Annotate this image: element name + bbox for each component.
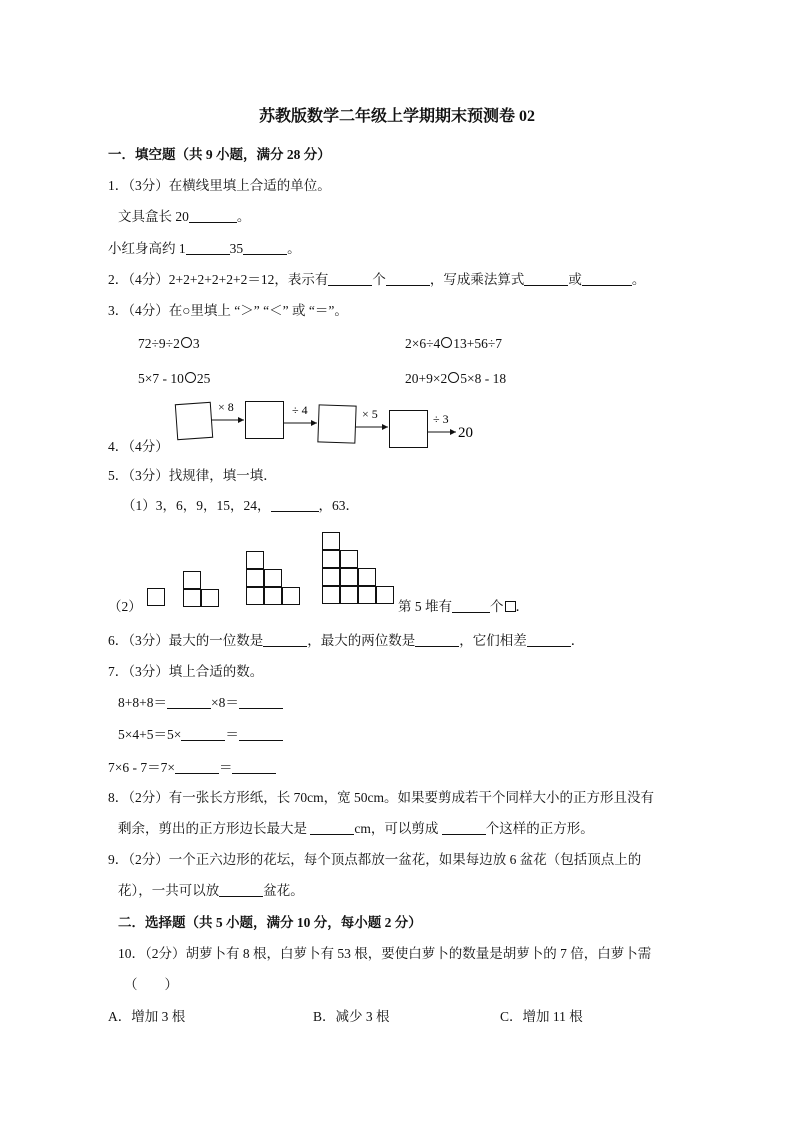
q6-blank-2[interactable] xyxy=(415,632,459,647)
stack-square xyxy=(183,571,201,589)
q4-op-2: ÷ 4 xyxy=(292,403,308,417)
q8-line1: 8．（2分）有一张长方形纸，长 70cm，宽 50cm。如果要剪成若干个同样大小的正方形且没有 xyxy=(108,790,654,805)
q6-text-2: ，最大的两位数是 xyxy=(307,633,416,648)
q1-line1-end: 。 xyxy=(236,209,251,224)
q6-blank-3[interactable] xyxy=(527,632,571,647)
stack-square xyxy=(322,568,340,586)
stack-square xyxy=(322,586,340,604)
q8-blank-1[interactable] xyxy=(310,820,354,835)
q7-blank-2[interactable] xyxy=(239,694,283,709)
q2-text-2: 个 xyxy=(372,272,386,287)
q9-blank-1[interactable] xyxy=(219,882,263,897)
q5-part2 xyxy=(398,598,529,616)
q7-l3-mid: ＝ xyxy=(218,760,233,775)
q7-l1-mid: ×8＝ xyxy=(210,695,239,710)
q5-part2-label: （2） xyxy=(108,599,142,614)
q3-a-circle-icon[interactable] xyxy=(181,337,192,348)
q2-blank-1[interactable] xyxy=(328,271,372,286)
page-title: 苏教版数学二年级上学期期末预测卷 02 xyxy=(258,108,535,125)
q9-line1: 9．（2分）一个正六边形的花坛，每个顶点都放一盆花，如果每边放 6 盆花（包括顶点上的 xyxy=(108,852,642,867)
square-icon xyxy=(505,601,516,612)
q10-line1: 10．（2分）胡萝卜有 8 根，白萝卜有 53 根，要使白萝卜的数量是胡萝卜的 7 倍，白萝卜需 xyxy=(118,946,652,961)
q3-c-right: 25 xyxy=(196,371,211,386)
q6-text-1: 6．（3分）最大的一位数是 xyxy=(108,633,264,648)
q1-line1 xyxy=(118,208,250,226)
q7-blank-4[interactable] xyxy=(239,726,283,741)
stack-square xyxy=(358,586,376,604)
q7-blank-5[interactable] xyxy=(175,759,219,774)
q6-line xyxy=(108,632,584,650)
q8-blank-2[interactable] xyxy=(442,820,486,835)
q8-l2-end: 个这样的正方形。 xyxy=(485,821,594,836)
q4-label: 4．（4分） xyxy=(108,439,169,454)
q8-l2-mid: cm，可以剪成 xyxy=(354,821,442,836)
q5-part1-end: ，63． xyxy=(318,498,359,513)
q3-item-d xyxy=(405,370,506,388)
q10-answer-paren[interactable]: （ ） xyxy=(124,977,178,992)
q9-line2 xyxy=(118,882,304,900)
q1-blank-1[interactable] xyxy=(189,208,237,223)
q5-part1 xyxy=(122,497,359,515)
q3-d-left: 20+9×2 xyxy=(405,371,448,386)
q3-item-a xyxy=(138,335,200,353)
q7-blank-6[interactable] xyxy=(232,759,276,774)
q6-text-4: ． xyxy=(570,633,585,648)
section-1-heading: 一．填空题（共 9 小题，满分 28 分） xyxy=(108,147,331,162)
q3-a-left: 72÷9÷2 xyxy=(138,336,180,351)
q2-text-5: 。 xyxy=(631,272,646,287)
stack-square xyxy=(264,587,282,605)
q7-blank-1[interactable] xyxy=(167,694,211,709)
q3-a-right: 3 xyxy=(192,336,200,351)
stack-square xyxy=(322,550,340,568)
q5-part2-end: ． xyxy=(515,599,529,614)
q5-blank-2[interactable] xyxy=(452,598,490,613)
q2-text-1: 2．（4分）2+2+2+2+2+2＝12，表示有 xyxy=(108,272,329,287)
q10-option-c[interactable]: C．增加 11 根 xyxy=(500,1009,583,1024)
q3-d-circle-icon[interactable] xyxy=(448,372,459,383)
q5-blank-1[interactable] xyxy=(271,497,319,512)
q3-item-c xyxy=(138,370,210,388)
q9-l2-end: 盆花。 xyxy=(263,883,304,898)
q4-op-3: × 5 xyxy=(362,407,378,421)
q5-part2-text: 第 5 堆有 xyxy=(398,599,452,614)
stack-square xyxy=(340,568,358,586)
q7-blank-3[interactable] xyxy=(181,726,225,741)
stack-square xyxy=(264,569,282,587)
q9-l2-text: 花），一共可以放 xyxy=(118,883,220,898)
q1-line1-text: 文具盒长 20 xyxy=(118,209,189,224)
stack-square xyxy=(147,588,165,606)
q5-stem: 5．（3分）找规律，填一填． xyxy=(108,468,277,483)
q2-blank-2[interactable] xyxy=(386,271,430,286)
q6-text-3: ，它们相差 xyxy=(459,633,527,648)
q8-l2-text: 剩余，剪出的正方形边长最大是 xyxy=(118,821,311,836)
q4-op-4: ÷ 3 xyxy=(433,412,449,426)
q6-blank-1[interactable] xyxy=(263,632,307,647)
q1-blank-2[interactable] xyxy=(186,240,230,255)
stack-square xyxy=(183,589,201,607)
q2-line xyxy=(108,271,645,289)
q1-line2-mid: 35 xyxy=(229,241,244,256)
q10-option-a[interactable]: A．增加 3 根 xyxy=(108,1009,186,1024)
q4-result: 20 xyxy=(458,425,473,441)
q7-l2-text: 5×4+5＝5× xyxy=(118,727,182,742)
q10-option-b[interactable]: B．减少 3 根 xyxy=(313,1009,390,1024)
q3-item-b xyxy=(405,335,502,353)
stack-square xyxy=(246,569,264,587)
q3-c-left: 5×7 - 10 xyxy=(138,371,184,386)
section-2-heading: 二．选择题（共 5 小题，满分 10 分，每小题 2 分） xyxy=(118,915,422,930)
q3-b-right: 13+56÷7 xyxy=(453,336,503,351)
q2-blank-3[interactable] xyxy=(524,271,568,286)
q1-line2-end: 。 xyxy=(287,241,301,256)
q1-stem: 1．（3分）在横线里填上合适的单位。 xyxy=(108,178,331,193)
q1-blank-3[interactable] xyxy=(243,240,287,255)
q2-blank-4[interactable] xyxy=(582,271,632,286)
q3-c-circle-icon[interactable] xyxy=(185,372,196,383)
stack-square xyxy=(340,586,358,604)
stack-square xyxy=(340,550,358,568)
stack-square xyxy=(376,586,394,604)
q7-line3 xyxy=(108,759,276,777)
q7-line1 xyxy=(118,694,283,712)
q3-d-right: 5×8 - 18 xyxy=(460,371,507,386)
q3-stem: 3．（4分）在○里填上 “＞” “＜” 或 “＝”。 xyxy=(108,303,348,318)
q1-line2-text: 小红身高约 1 xyxy=(108,241,186,256)
stack-square xyxy=(201,589,219,607)
q1-line2 xyxy=(108,240,301,258)
q7-l2-mid: ＝ xyxy=(225,727,239,742)
stack-square xyxy=(246,587,264,605)
q3-b-circle-icon[interactable] xyxy=(441,337,452,348)
stack-square xyxy=(322,532,340,550)
q5-part2-unit: 个 xyxy=(490,599,504,614)
q8-line2 xyxy=(118,820,594,838)
q2-text-4: 或 xyxy=(568,272,582,287)
q4-op-1: × 8 xyxy=(218,400,234,414)
q7-l3-text: 7×6 - 7＝7× xyxy=(108,760,175,775)
stack-square xyxy=(282,587,300,605)
stack-square xyxy=(246,551,264,569)
q2-text-3: ，写成乘法算式 xyxy=(429,272,525,287)
q7-line2 xyxy=(118,726,283,744)
q7-stem: 7．（3分）填上合适的数。 xyxy=(108,664,264,679)
stack-square xyxy=(358,568,376,586)
q7-l1-text: 8+8+8＝ xyxy=(118,695,167,710)
q5-part1-text: （1）3，6，9，15，24， xyxy=(122,498,271,513)
q3-b-left: 2×6÷4 xyxy=(405,336,441,351)
